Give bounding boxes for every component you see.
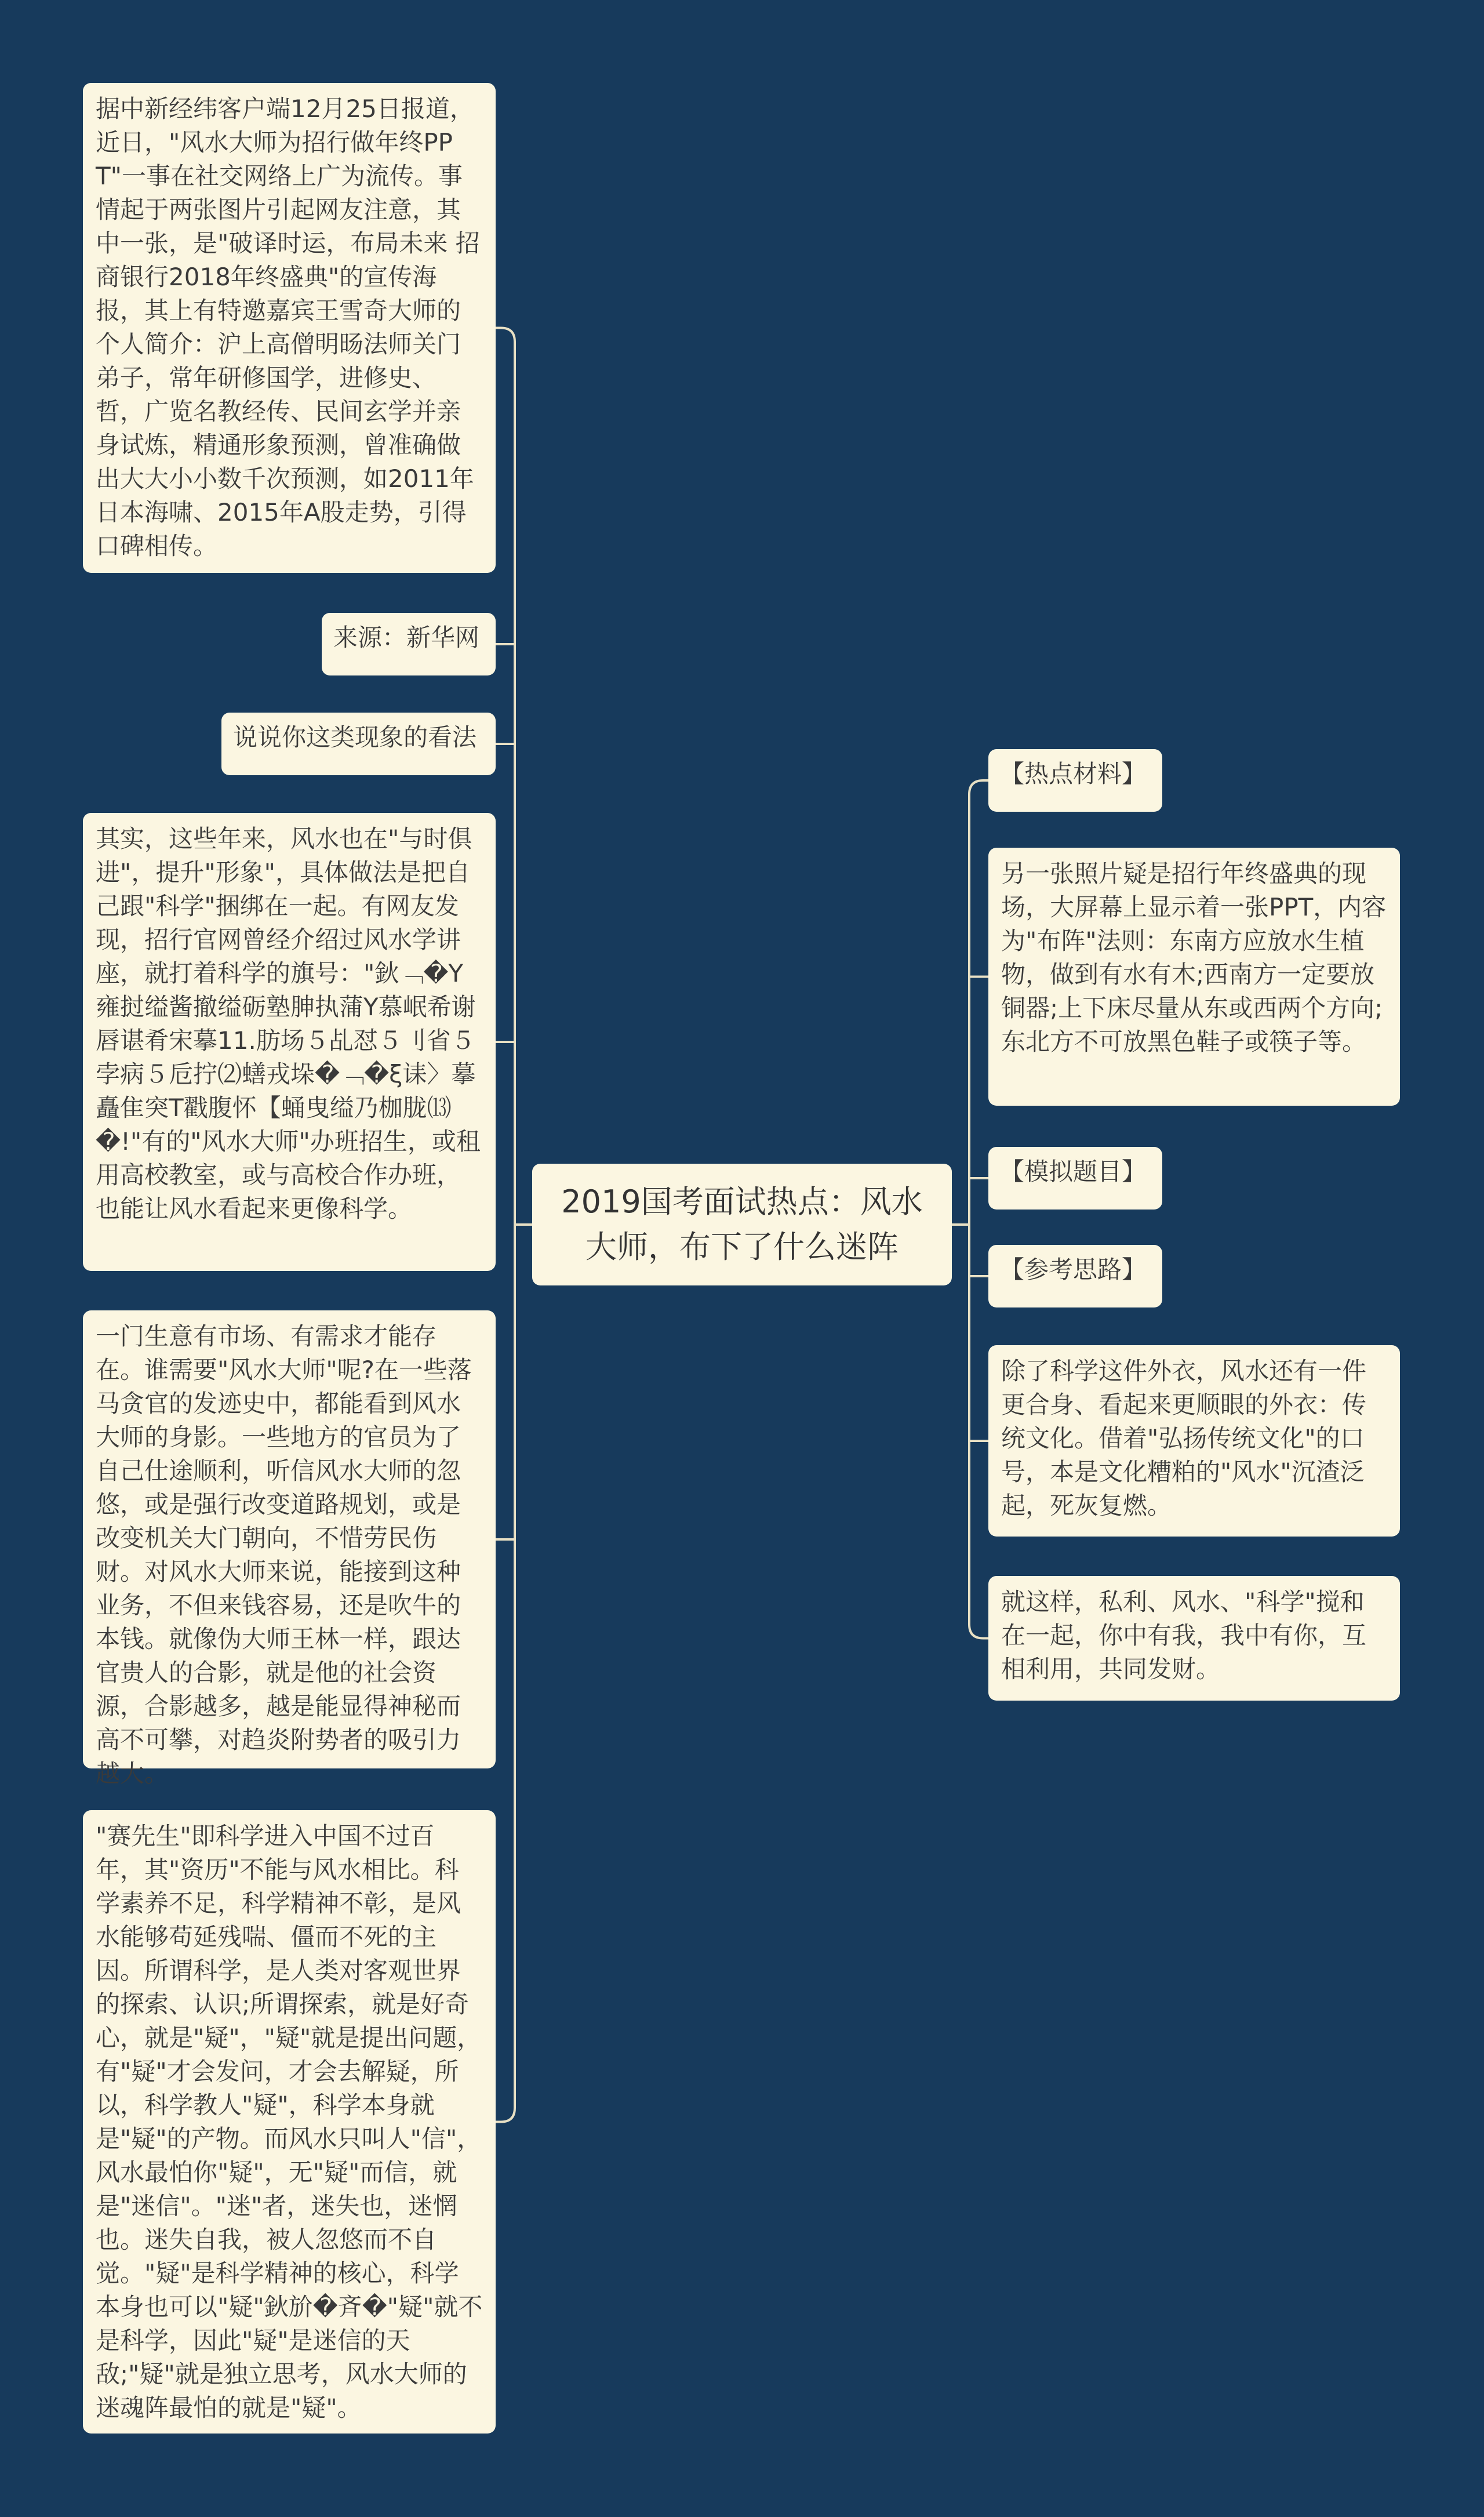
right-node-ppt-photo[interactable]: 另一张照片疑是招行年终盛典的现场，大屏幕上显示着一张PPT，内容为"布阵"法则：东南方应放水生植物，做到有水有木;西南方一定要放铜器;上下床尽量从东或西两个方向;东北方不可放黑色鞋子或筷子等。 (988, 848, 1400, 1106)
right-node-mock-question[interactable]: 【模拟题目】 (988, 1147, 1162, 1210)
center-topic[interactable]: 2019国考面试热点：风水大师，布下了什么迷阵 (532, 1164, 952, 1285)
right-node-hot-material[interactable]: 【热点材料】 (988, 749, 1162, 812)
right-node-reference-ideas[interactable]: 【参考思路】 (988, 1245, 1162, 1307)
connector-right-0 (969, 780, 988, 794)
left-node-science-doubt[interactable]: "赛先生"即科学进入中国不过百年，其"资历"不能与风水相比。科学素养不足，科学精神不彰，是风水能够苟延残喘、僵而不死的主因。所谓科学，是人类对客观世界的探索、认识;所谓探索，就是好奇心，就是"疑"，"疑"就是提出问题，有"疑"才会发问，才会去解疑，所以，科学教人"疑"，科学本身就是"疑"的产物。而风水只叫人"信"，风水最怕你"疑"，无"疑"而信，就是"迷信"。"迷"者，迷失也，迷惘也。迷失自我，被人忽悠而不自觉。"疑"是科学精神的核心，科学本身也可以"疑"鈥斺�斉�"疑"就不是科学，因此"疑"是迷信的天敌;"疑"就是独立思考，风水大师的迷魂阵最怕的就是"疑"。 (83, 1810, 496, 2434)
left-node-question[interactable]: 说说你这类现象的看法 (221, 713, 496, 775)
connector-left-0 (496, 328, 515, 342)
connector-left-5 (496, 2108, 515, 2122)
left-node-science-binding[interactable]: 其实，这些年来，风水也在"与时俱进"，提升"形象"，具体做法是把自己跟"科学"捆绑在一起。有网友发现，招行官网曾经介绍过风水学讲座，就打着科学的旗号："鈥﹁�Y雍挝缢酱撤缢砺塾胂执蒲Y慕岷希谢唇谌肴宋摹11.肪场５乩怼５刂省５孛病５卮拧⑵蟮戎垛�﹁�ξ诔〉摹矗隹突T戳腹怀【蛹曳缢乃枷胧⒀�!"有的"风水大师"办班招生，或租用高校教室，或与高校合作办班，也能让风水看起来更像科学。 (83, 813, 496, 1271)
left-node-market-demand[interactable]: 一门生意有市场、有需求才能存在。谁需要"风水大师"呢?在一些落马贪官的发迹史中，都能看到风水大师的身影。一些地方的官员为了自己仕途顺利，听信风水大师的忽悠，或是强行改变道路规划，或是改变机关大门朝向，不惜劳民伤财。对风水大师来说，能接到这种业务，不但来钱容易，还是吹牛的本钱。就像伪大师王林一样，跟达官贵人的合影，就是他的社会资源，合影越多，越是能显得神秘而高不可攀，对趋炎附势者的吸引力越大。 (83, 1310, 496, 1768)
left-node-news-report[interactable]: 据中新经纬客户端12月25日报道，近日，"风水大师为招行做年终PPT"一事在社交网络上广为流传。事情起于两张图片引起网友注意，其中一张，是"破译时运，布局未来 招商银行2018年终盛典"的宣传海报，其上有特邀嘉宾王雪奇大师的个人简介：沪上高僧明旸法师关门弟子，常年研修国学，进修史、哲，广览名教经传、民间玄学并亲身试炼，精通形象预测，曾准确做出大大小小数千次预测，如2011年日本海啸、2015年A股走势，引得口碑相传。 (83, 83, 496, 573)
connector-right-5 (969, 1625, 988, 1639)
right-node-traditional-culture[interactable]: 除了科学这件外衣，风水还有一件更合身、看起来更顺眼的外衣：传统文化。借着"弘扬传统文化"的口号，本是文化糟粕的"风水"沉渣泛起，死灰复燃。 (988, 1345, 1400, 1537)
right-node-conclusion[interactable]: 就这样，私利、风水、"科学"搅和在一起，你中有我，我中有你，互相利用，共同发财。 (988, 1576, 1400, 1701)
left-node-source[interactable]: 来源：新华网 (322, 613, 496, 675)
